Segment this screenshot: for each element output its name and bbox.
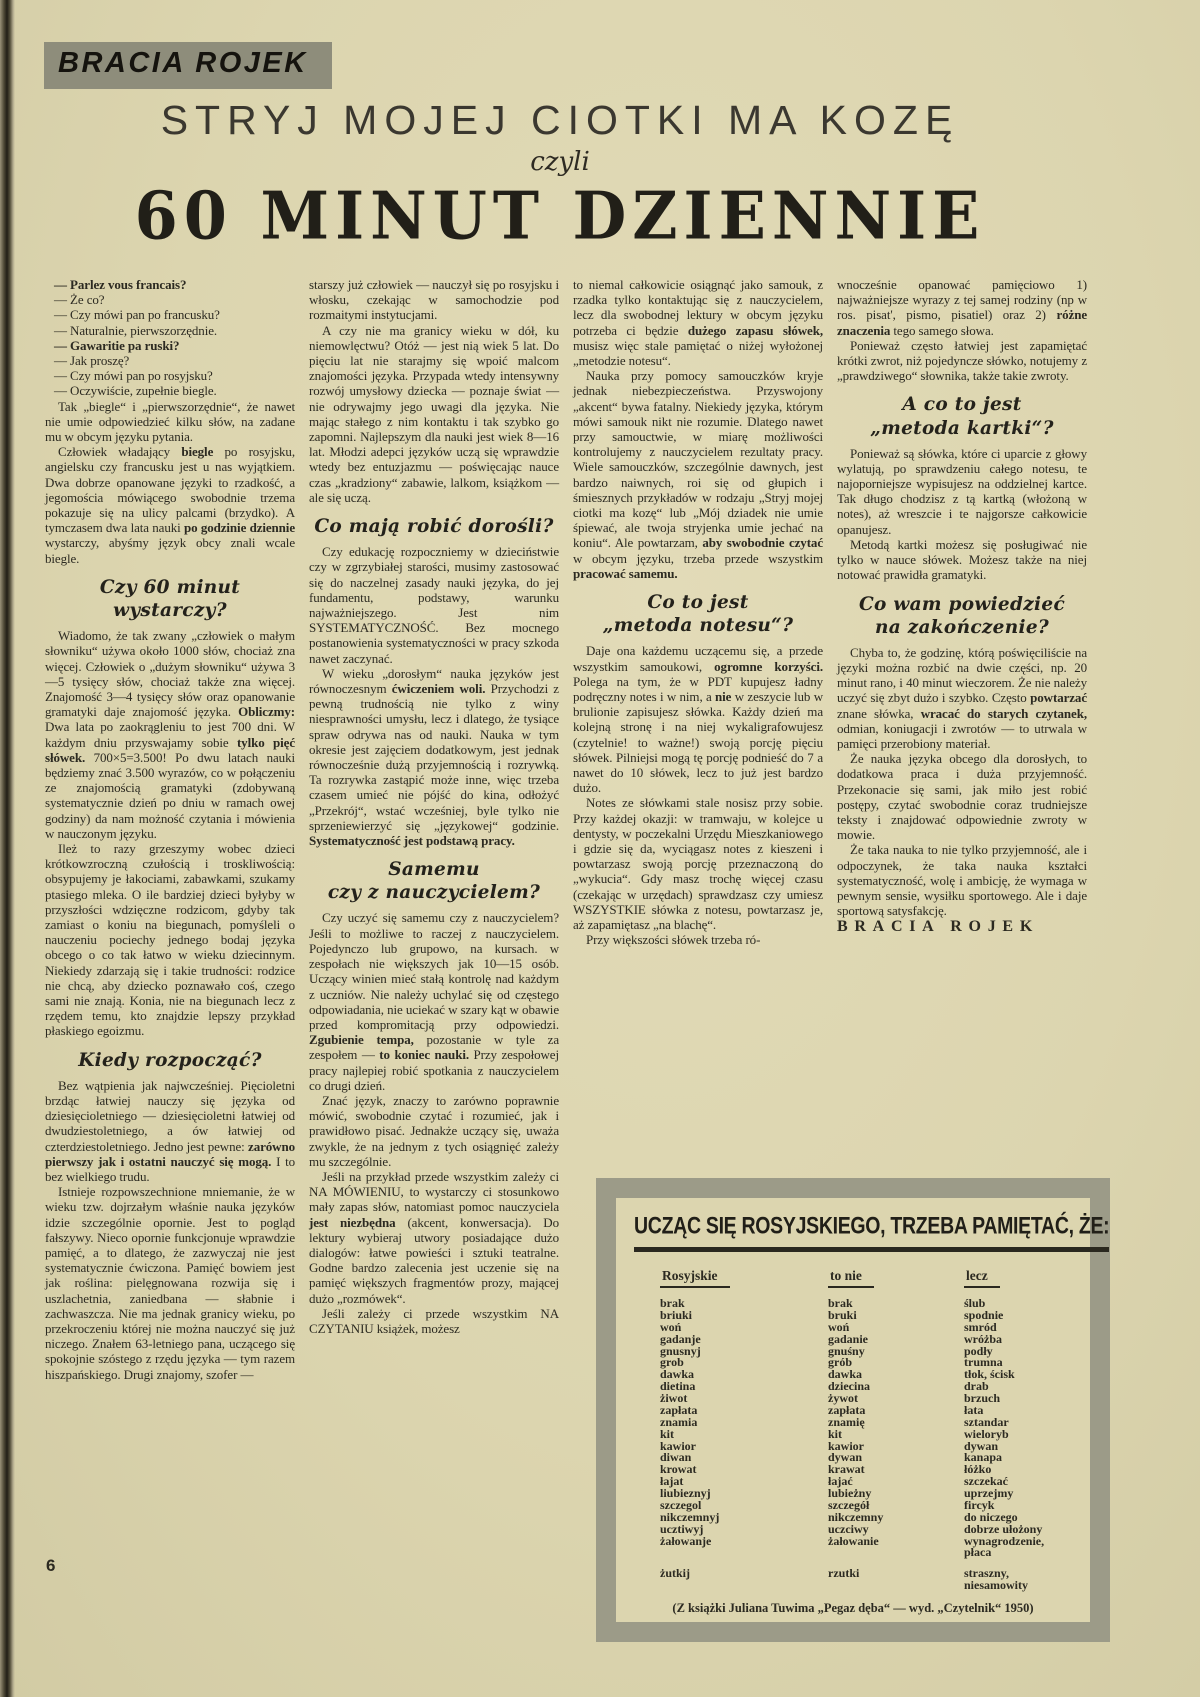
- text-run: w obcym języku, trzeba przede wszystkim: [573, 550, 823, 566]
- vocab-header-row: [660, 1268, 1078, 1288]
- vocabulary-box: [596, 1178, 1110, 1642]
- vocab-cell: woń: [828, 1319, 850, 1334]
- vocab-cell: fircyk: [964, 1497, 995, 1512]
- text-run: tylko pięć słówek.: [45, 734, 295, 765]
- paragraph: [309, 1169, 559, 1306]
- vocab-cell: trumna: [964, 1355, 1003, 1370]
- vocab-cell: grób: [828, 1355, 852, 1370]
- vocab-col-header-meaning: lecz: [964, 1268, 1000, 1288]
- vocab-cell: ślub: [964, 1296, 986, 1310]
- dialogue-line: — Czy mówi pan po francusku?: [54, 307, 220, 323]
- vocab-cell: ucztiwyj: [660, 1521, 704, 1536]
- vocab-cell: kit: [828, 1426, 843, 1441]
- vocab-cell: sztandar: [964, 1414, 1009, 1429]
- dialogue-line: — Że co?: [54, 292, 105, 308]
- paragraph: [573, 368, 823, 581]
- text-run: pozostanie w tyle za zespołem —: [309, 1032, 559, 1063]
- text-run: zarówno pierwszy jak i ostatni nauczyć się mogą.: [45, 1138, 295, 1169]
- heading-line: „metoda notesu“?: [602, 615, 794, 637]
- vocab-cell: wynagrodzenie, płaca: [964, 1533, 1045, 1560]
- section-heading: [837, 593, 1087, 639]
- heading-line: na zakończenie?: [874, 616, 1050, 638]
- vocab-cell: nikczemnyj: [660, 1509, 720, 1524]
- text-run: Jeśli na przykład przede wszystkim zależy ci NA MÓWIENIU, to wystarczy ci stosunkowo mały zapas słów, natomiast pomoc nauczyciela: [309, 1168, 559, 1215]
- vocab-cell: szczegol: [660, 1497, 702, 1512]
- vocab-cell: łajać: [828, 1474, 853, 1489]
- vocab-cell: żywot: [828, 1391, 858, 1405]
- dialogue-line: — Oczywiście, zupełnie biegle.: [54, 383, 217, 399]
- text-run: dużego zapasu słówek,: [687, 322, 824, 338]
- vocab-cell: dobrze ułożony: [964, 1521, 1043, 1536]
- vocab-cell: briuki: [660, 1307, 693, 1322]
- vocab-row: [660, 1414, 1078, 1429]
- vocab-cell: liubieznyj: [660, 1486, 711, 1500]
- paragraph: [837, 645, 1087, 751]
- dialogue-line: — Parlez vous francais?: [54, 277, 187, 292]
- section-heading: [837, 393, 1087, 439]
- paragraph: Przy większości słówek trzeba ró-: [586, 932, 761, 948]
- text-run: w zeszycie lub w brulionie zapisujesz słówka. Każdy dzień ma kolejną stronę i na niej wykaligrafowujesz (czytelnie! to ważne!) swoją porcję pięciu słówek. Pilniejsi mogą tę porcję podnieść do 7 a nawet do 10 słówek, lecz to już jest bardzo dużo.: [573, 688, 823, 796]
- dialogue-line: — Jak proszę?: [54, 353, 130, 369]
- paragraph: Czy edukację rozpoczniemy w dzieciństwie czy w zgrzybiałej starości, musimy zastosować się do naczelnej zasady nauki języka, do jej fundamentu, podstawy, warunku najważniejszego. Jest nim SYSTEMATYCZNOŚĆ. Bez mocnego postanowienia systematyczności w pracy szkoda nawet zaczynać.: [309, 544, 559, 666]
- text-run: Przychodzi z pewną trudnością nie tylko z winy niesprawności umysłu, lecz i dlatego, że tysiące spraw odrywa nas od nauki. Nauka w tym okresie jest zajęciem dodatkowym, jest jednak równocześnie dużą przyjemnością i rozrywką. Ta rozrywka zastąpić może inne, więc trzeba czasem umieć nie pójść do kina, odłożyć „Przekrój“, wstać wcześniej, byle tylko nie sprzeniewierzyć się „językowej“ godzinie.: [309, 681, 559, 833]
- vocab-cell: bruki: [828, 1307, 857, 1322]
- vocab-cell: gnuśny: [828, 1343, 865, 1358]
- vocab-cell: spodnie: [964, 1307, 1004, 1322]
- vocab-cell: kawior: [828, 1438, 864, 1453]
- text-run: Człowiek władający: [58, 444, 182, 460]
- text-run: powtarzać: [1030, 690, 1087, 706]
- page-number: 6: [46, 1556, 56, 1575]
- vocab-row: [660, 1452, 1078, 1464]
- heading-line: „metoda kartki“?: [870, 417, 1054, 439]
- paragraph: Jeśli zależy ci przede wszystkim NA CZYTANIU książek, możesz: [309, 1305, 559, 1336]
- text-run: Dwa lata po zaokrągleniu to jest 700 dni. W każdym dniu przyswajamy sobie: [45, 719, 295, 750]
- vocab-cell: do niczego: [964, 1509, 1018, 1524]
- vocab-cell: żałowanje: [660, 1533, 712, 1548]
- vocab-row: [660, 1426, 1078, 1441]
- vocab-row: [660, 1298, 1078, 1310]
- text-run: Systematyczność jest podstawą pracy.: [309, 833, 515, 849]
- section-heading: Co mają robić dorośli?: [314, 516, 554, 538]
- paragraph: [45, 444, 295, 566]
- vocab-row: [660, 1343, 1078, 1358]
- title-connector: czyli: [530, 147, 590, 177]
- text-run: wystarczy, abyśmy język obcy znali wcale biegle.: [45, 535, 295, 566]
- main-title: 60 MINUT DZIENNIE: [134, 176, 986, 255]
- vocab-rows: [660, 1298, 1078, 1592]
- vocab-cell: kanapa: [964, 1450, 1003, 1465]
- vocab-cell: straszny, niesamowity: [964, 1566, 1028, 1593]
- text-run: po godzinie dziennie: [183, 520, 295, 536]
- column-2: [309, 277, 559, 1336]
- vocab-cell: łata: [964, 1402, 984, 1417]
- vocab-row: [660, 1533, 1078, 1560]
- text-run: musisz więc stale pamiętać o niżej wyłożonej „metodzie notesu“.: [573, 337, 823, 369]
- text-run: 700×5=3.500! Po dwu latach nauki będziemy znać 3.500 wyrazów, co w połączeniu ze znajomością gramatyki (zdobywaną systematycznie dzień po dniu w ramach owej godziny) da nam możność czytania i mówienia w nauczonym języku.: [45, 749, 295, 841]
- vocab-box-title: UCZĄC SIĘ ROSYJSKIEGO, TRZEBA PAMIĘTAĆ, ŻE:: [634, 1212, 1109, 1252]
- heading-line: Co wam powiedzieć: [858, 593, 1066, 615]
- vocab-cell: dawka: [660, 1367, 695, 1382]
- vocab-cell: dawka: [828, 1367, 863, 1382]
- vocab-cell: tłok, ścisk: [964, 1367, 1015, 1382]
- paragraph: Że taka nauka to nie tylko przyjemność, ale i odpoczynek, że taka nauka kształci systematyczność, wolę i ambicję, że wymaga w pewnym sensie, wysiłku sportowego. Ale i daje sportową satysfakcję.: [837, 842, 1087, 919]
- vocab-cell: nikczemny: [828, 1509, 884, 1524]
- paragraph: starszy już człowiek — nauczył się po rosyjsku i włosku, czekając w samochodzie pod rozmaitymi instytucjami.: [309, 277, 559, 323]
- vocab-cell: uczciwy: [828, 1521, 869, 1536]
- vocab-cell: krowat: [660, 1462, 697, 1477]
- vocab-cell: kit: [660, 1426, 675, 1441]
- column-4: [837, 277, 1087, 937]
- vocab-col-header-false-friend: to nie: [828, 1268, 874, 1288]
- vocab-cell: znamię: [828, 1414, 865, 1429]
- vocab-cell: wróżba: [964, 1331, 1002, 1346]
- text-run: Nauka przy pomocy samouczków kryje jednak niebezpieczeństwa. Przyswojony „akcent“ bywa fatalny. Niekiedy języka, którym mówi samouk nikt nie rozumie. Dlatego nawet przy samouctwie, w miarę możliwości kontrolujemy z nauczycielem rezultaty pracy. Wiele samouczków, szczególnie dawnych, jest bardzo naiwnych, roi się od głupich i śmiesznych przykładów w rodzaju „Stryj mojej ciotki ma kozę“ lub „Mój dziadek nie umie śpiewać, ale twoja stryjenka umie jechać na koniu“. Ale powtarzam,: [573, 368, 823, 551]
- text-run: wnocześnie opanować pamięciowo 1) najważniejsze wyrazy z tej samej rodziny (np w ros. pisat', pismo, pisatiel) oraz 2): [837, 277, 1087, 323]
- dialogue-line: — Czy mówi pan po rosyjsku?: [54, 368, 213, 384]
- paragraph: Znać język, znaczy to zarówno poprawnie mówić, swobodnie czytać i rozumieć, jak i prawidłowo pisać. Jednakże uczący się, uważa zwykle, że na jednym z tych osiągnięć zależy mu szczególnie.: [309, 1092, 559, 1169]
- vocab-cell: żałowanie: [828, 1533, 879, 1548]
- text-run: Chyba to, że godzinę, którą poświęciliście na języki można rozbić na dwie części, np. 20 minut rano, i 40 minut wieczorem. Że nie należy uczyć się zbyt dużo i szybko. Często: [837, 644, 1087, 706]
- text-run: biegle: [181, 444, 214, 460]
- paragraph: [573, 277, 823, 368]
- paragraph: Notes ze słówkami stale nosisz przy sobie. Przy każdej okazji: w tramwaju, w kolejce u dentysty, w poczekalni Urzędu Mieszkaniowego i gdzie się da, wyciągasz notes z kieszeni i powtarzasz swoją porcję przeznaczoną do „wykucia“. Gdy masz trochę więcej czasu (czekając w urzędach) sprawdzasz czy umiesz WSZYSTKIE słówka z notesu, powtarzasz je, aż zapamiętasz „na blachę“.: [573, 795, 823, 932]
- vocab-cell: żiwot: [660, 1391, 688, 1405]
- vocab-cell: zapłata: [828, 1402, 866, 1417]
- dialogue-line: — Gawaritie pa ruski?: [54, 337, 180, 353]
- vocab-cell: diwan: [660, 1450, 692, 1465]
- paragraph: [309, 666, 559, 848]
- text-run: Czy uczyć się samemu czy z nauczycielem? Jeśli to możliwe to raczej z nauczycielem. Pojedynczo lub grupowo, na kursach. w zespołach nie większych jak 10—15 osób. Uczący winien mieć stałą kontrolę nad każdym z uczniów. Nie należy uchylać się od częstego odpowiadania, nie uciekać w szary kąt w obawie przed kompromitacją przy odpowiedzi.: [309, 910, 559, 1032]
- text-run: Bez wątpienia jak najwcześniej. Pięcioletni brzdąc łatwiej nauczy się języka od dziesięcioletniego — dziesięcioletni łatwiej od dwudziestoletniego, a ów łatwiej od czterdziestoletniego. Jedno jest pewne:: [45, 1077, 295, 1154]
- vocab-row: [660, 1464, 1078, 1476]
- scan-edge-shadow: [0, 0, 15, 1697]
- text-run: jest niezbędna: [309, 1214, 396, 1230]
- vocab-cell: dywan: [828, 1450, 863, 1465]
- dialogue-line: — Naturalnie, pierwszorzędnie.: [54, 322, 218, 338]
- vocab-cell: podły: [964, 1343, 993, 1358]
- text-run: Obliczmy:: [238, 704, 295, 720]
- vocab-cell: dietina: [660, 1379, 696, 1394]
- text-run: Polega na tym, że w PDT kupujesz ładny podręczny notes i w nim, a: [573, 673, 823, 704]
- author-signature: BRACIA ROJEK: [837, 918, 1039, 936]
- section-heading: Czy 60 minut wystarczy?: [99, 576, 241, 621]
- paragraph: Istnieje rozpowszechnione mniemanie, że w wieku tzw. dojrzałym właśnie nauka języków idzie szczególnie opornie. Jest to pogląd fałszywy. Nieco opornie funkcjonuje wprawdzie pamięć, a to dlatego, że zazwyczaj nie jest systematycznie ćwiczona. Pamięć bowiem jest jak roślina: pielęgnowana rozwija się i uszlachetnia, zaniedbana — słabnie i zachwaszcza. Nie ma jednak granicy wieku, po przekroczeniu której nie można nauczyć się już niczego. Znałem 63-letniego pana, uczącego się spokojnie szóstego z rzędu języka — tym razem hiszpańskiego. Drugi znajomy, szofer —: [45, 1184, 295, 1382]
- heading-line: A co to jest: [902, 394, 1022, 416]
- vocab-cell: woń: [660, 1319, 682, 1334]
- vocab-footnote: (Z książki Juliana Tuwima „Pegaz dęba“ — wyd. „Czytelnik“ 1950): [672, 1601, 1034, 1615]
- vocab-cell: uprzejmy: [964, 1486, 1014, 1500]
- vocab-cell: gadanje: [660, 1331, 701, 1346]
- vocab-row: [660, 1438, 1078, 1453]
- text-run: po rosyjsku, angielsku czy francusku jest u nas wyjątkiem. Dwa dobrze opanowane języki to rzadkość, a jegomościa mówiącego swobodnie trzema pokazuje się na ulicy palcami (brzydko). A tymczasem dwa lata nauki: [45, 444, 295, 536]
- vocab-cell: łóżko: [964, 1462, 992, 1477]
- text-run: Zgubienie tempa,: [309, 1032, 414, 1048]
- text-run: pracować samemu.: [573, 565, 678, 581]
- vocab-cell: brzuch: [964, 1391, 1000, 1405]
- vocab-cell: drab: [964, 1379, 989, 1394]
- text-run: tego samego słowa.: [890, 322, 994, 338]
- heading-line: czy z nauczycielem?: [327, 882, 541, 904]
- section-heading: [573, 591, 823, 637]
- paragraph: [573, 643, 823, 795]
- vocab-col-header-russian: Rosyjskie: [660, 1268, 730, 1288]
- vocab-cell: grob: [660, 1355, 684, 1370]
- vocab-row: [660, 1488, 1078, 1500]
- text-run: wracać do starych czytanek,: [920, 705, 1087, 721]
- vocab-cell: rzutki: [828, 1566, 860, 1581]
- text-run: ogromne korzyści.: [714, 658, 823, 674]
- vocab-cell: brak: [828, 1296, 853, 1310]
- vocab-cell: krawat: [828, 1462, 865, 1477]
- author-kicker: BRACIA ROJEK: [44, 42, 332, 89]
- vocab-cell: szczegół: [828, 1497, 870, 1512]
- text-run: nie: [715, 688, 732, 704]
- paragraph: Ileż to razy grzeszymy wobec dzieci krótkowzroczną czułością i troskliwością: obsypujemy je łakociami, zabawkami, szukamy ptasiego mleka. O ile bardziej dzieci byłyby w przyszłości wdzięczne rodzicom, gdyby tak zamiast o koniu na biegunach, pomyśleli o nauczeniu pociechy jednego bodaj języka obcego o co tak łatwo w wieku dziecinnym. Niekiedy zdarzają się i takie trudności: rodzice nie chcą, aby dziecko poznawało coś, czego sami nie znają. Konia, nie na biegunach lecz z rzędem temu, kto znajdzie lepszy przykład płaskiego egoizmu.: [45, 840, 295, 1039]
- paragraph: [837, 277, 1087, 338]
- text-run: Wiadomo, że tak zwany „człowiek o małym słowniku“ używa około 1000 słów, chociaż zna więcej. Człowiek o „dużym słowniku“ używa 3—5 tysięcy słów, chociaż także zna więcej. Znajomość 3—4 tysięcy słów oraz opanowanie gramatyki daje znajomość języka.: [45, 628, 295, 720]
- text-run: ćwiczeniem woli.: [391, 681, 486, 696]
- paragraph: Metodą kartki możesz się posługiwać nie tylko w nauce słówek. Możesz także na niej notować prawidła gramatyki.: [837, 536, 1087, 583]
- vocab-row: [660, 1319, 1078, 1334]
- text-run: aby swobodnie czytać: [702, 535, 824, 551]
- paragraph: Tak „biegle“ i „pierwszorzędnie“, że nawet nie umie odpowiedzieć kilku słów, na zadane mu w obcym języku pytania.: [45, 398, 295, 445]
- vocab-row: [660, 1568, 1078, 1592]
- paragraph: Że nauka języka obcego dla dorosłych, to dodatkowa praca i duża przyjemność. Przekonacie się sami, jak miło jest robić postępy, czytać swobodnie coraz trudniejsze teksty i znajdować odpowiednie zwroty w mowie.: [837, 751, 1087, 843]
- column-3: [573, 277, 823, 947]
- text-run: Przy zespołowej pracy najlepiej robić spotkania z nauczycielem co drugi dzień.: [309, 1047, 559, 1093]
- vocab-cell: szczekać: [964, 1474, 1008, 1489]
- vocab-row: [660, 1307, 1078, 1322]
- column-1: [45, 277, 295, 1382]
- vocab-row: [660, 1357, 1078, 1369]
- vocab-cell: wieloryb: [964, 1426, 1009, 1441]
- text-run: różne znaczenia: [837, 307, 1087, 338]
- vocab-cell: znamia: [660, 1414, 698, 1429]
- paragraph: [45, 628, 295, 841]
- vocab-cell: smród: [964, 1319, 997, 1334]
- heading-line: Samemu: [388, 859, 480, 881]
- text-run: I to bez wielkiego trudu.: [45, 1153, 295, 1184]
- paragraph: [309, 910, 559, 1092]
- vocab-cell: dywan: [964, 1438, 999, 1453]
- text-run: W wieku „dorosłym“ nauka języków jest równoczesnym: [309, 665, 559, 696]
- vocab-row: [660, 1393, 1078, 1405]
- vocab-row: [660, 1402, 1078, 1417]
- vocab-cell: gadanie: [828, 1331, 869, 1346]
- vocab-cell: zapłata: [660, 1402, 698, 1417]
- paragraph: Ponieważ są słówka, które ci uparcie z głowy wylatują, po sprawdzeniu całego notesu, te najoporniejsze wypisujesz na oddzielnej kartce. Tak długo chodzisz z tą kartką (włożoną w notes), aż wreszcie i te najgorsze całkowicie opanujesz.: [837, 445, 1087, 537]
- vocab-cell: gnusnyj: [660, 1343, 701, 1358]
- text-run: Daje ona każdemu uczącemu się, a przede wszystkim samoukowi,: [573, 643, 823, 674]
- vocab-cell: żutkij: [660, 1566, 690, 1581]
- text-run: to koniec nauki.: [379, 1047, 469, 1063]
- vocab-row: [660, 1331, 1078, 1346]
- vocab-cell: łajat: [660, 1474, 684, 1489]
- text-run: to niemal całkowicie osiągnąć jako samouk, z rzadka tylko kontaktując się z nauczycielem, lecz dla swobodnej lektury w obcym języku potrzeba ci będzie: [573, 277, 823, 338]
- vocab-cell: dziecina: [828, 1379, 870, 1394]
- text-run: znane słówka,: [837, 705, 921, 721]
- paragraph: A czy nie ma granicy wieku w dół, ku niemowlęctwu? Otóż — jest nią wiek 5 lat. Do pięciu lat nie starajmy się wpoić malcom znajomości języka. Przypada wtedy intensywny rozwój umysłowy dziecka — poznaje świat — nie odrywajmy jego uwagi dla języka. Nie mając stałego z nim kontaktu i tak szybko go zapomni. Najlepszym dla nauki jest wiek 8—16 lat. Młodzi adepci języków uczą się wprawdzie wtedy bez entuzjazmu — poświęcając nauce czas „kradziony“ zabawie, lalkom, książkom — ale się uczą.: [309, 322, 559, 505]
- text-run: odmian, koniugacji i zwrotów — to utrwala w pamięci przerobiony materiał.: [837, 720, 1087, 751]
- heading-line: Co to jest: [647, 592, 749, 614]
- paragraph: Ponieważ często łatwiej jest zapamiętać krótki zwrot, niż pojedyncze słówko, notujemy z „prawdziwego“ słownika, także takie zwroty.: [837, 337, 1087, 384]
- vocab-cell: brak: [660, 1296, 685, 1310]
- vocab-cell: lubieżny: [828, 1486, 872, 1500]
- article-header: [30, 0, 1090, 255]
- section-heading: [309, 858, 559, 904]
- vocab-title-wrap: [634, 1212, 1110, 1252]
- vocab-cell: kawior: [660, 1438, 696, 1453]
- vocab-row: [660, 1381, 1078, 1393]
- paragraph: [45, 1078, 295, 1184]
- article-title: STRYJ MOJEJ CIOTKI MA KOZĘ: [160, 97, 960, 143]
- section-heading: Kiedy rozpocząć?: [78, 1049, 262, 1071]
- text-run: (akcent, konwersacja). Do lektury wybieraj utwory posiadające dużo dialogów: łatwe powieści i sztuki teatralne. Godne bardzo zalecenia jest uczenie się na pamięć większych fragmentów prozy, mającej dużo „rozmówek“.: [309, 1214, 559, 1306]
